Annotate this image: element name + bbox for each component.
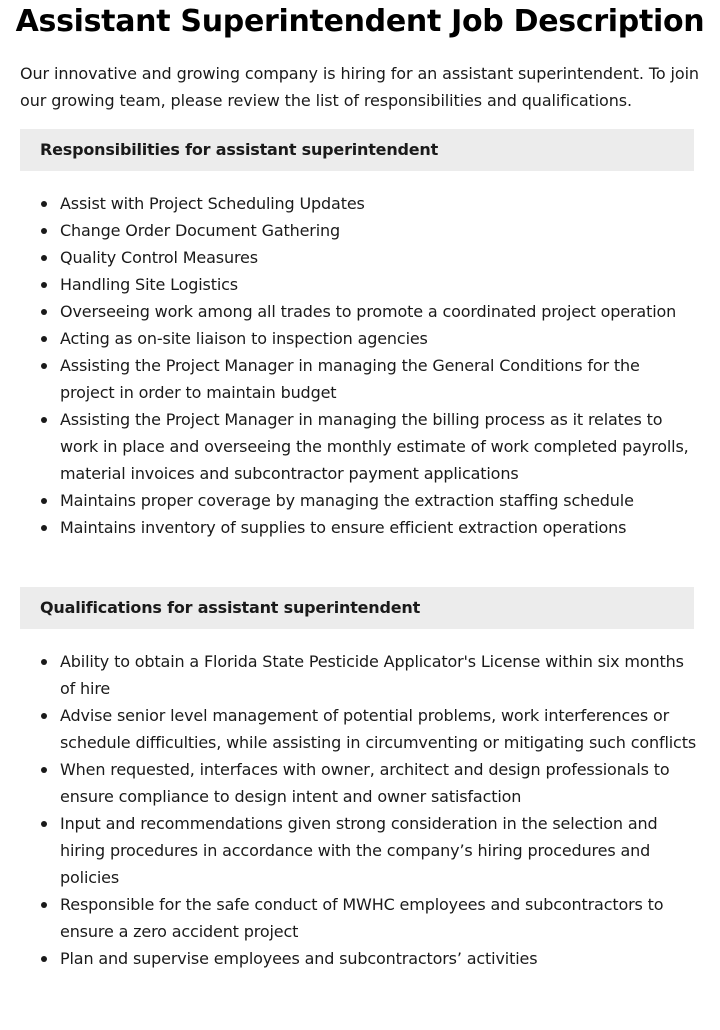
list-item: Quality Control Measures <box>20 244 696 271</box>
page-title: Assistant Superintendent Job Description <box>15 4 705 39</box>
qualifications-list <box>20 648 696 972</box>
list-item: Handling Site Logistics <box>20 271 696 298</box>
list-item: Plan and supervise employees and subcontractors’ activities <box>20 945 696 972</box>
list-item: Change Order Document Gathering <box>20 217 696 244</box>
list-item: Assisting the Project Manager in managing the billing process as it relates to work in place and overseeing the monthly estimate of work completed payrolls, material invoices and subcontractor payment applications <box>20 406 696 487</box>
list-item: Responsible for the safe conduct of MWHC employees and subcontractors to ensure a zero accident project <box>20 891 696 945</box>
list-item: Maintains inventory of supplies to ensure efficient extraction operations <box>20 514 696 541</box>
list-item: Assist with Project Scheduling Updates <box>20 190 696 217</box>
intro-paragraph: Our innovative and growing company is hiring for an assistant superintendent. To join our growing team, please review the list of responsibilities and qualifications. <box>20 64 699 110</box>
list-item: Maintains proper coverage by managing the extraction staffing schedule <box>20 487 696 514</box>
list-item: Input and recommendations given strong consideration in the selection and hiring procedures in accordance with the company’s hiring procedures and policies <box>20 810 696 891</box>
qualifications-section-header <box>20 587 694 629</box>
list-item: Acting as on-site liaison to inspection agencies <box>20 325 696 352</box>
responsibilities-heading: Responsibilities for assistant superintendent <box>40 140 439 159</box>
list-item: Assisting the Project Manager in managing the General Conditions for the project in order to maintain budget <box>20 352 696 406</box>
list-item: Overseeing work among all trades to promote a coordinated project operation <box>20 298 696 325</box>
list-item: Advise senior level management of potential problems, work interferences or schedule difficulties, while assisting in circumventing or mitigating such conflicts <box>20 702 696 756</box>
list-item: When requested, interfaces with owner, architect and design professionals to ensure compliance to design intent and owner satisfaction <box>20 756 696 810</box>
responsibilities-list <box>20 190 696 541</box>
responsibilities-section-header <box>20 129 694 171</box>
list-item: Ability to obtain a Florida State Pesticide Applicator's License within six months of hire <box>20 648 696 702</box>
qualifications-heading: Qualifications for assistant superintendent <box>40 598 421 617</box>
